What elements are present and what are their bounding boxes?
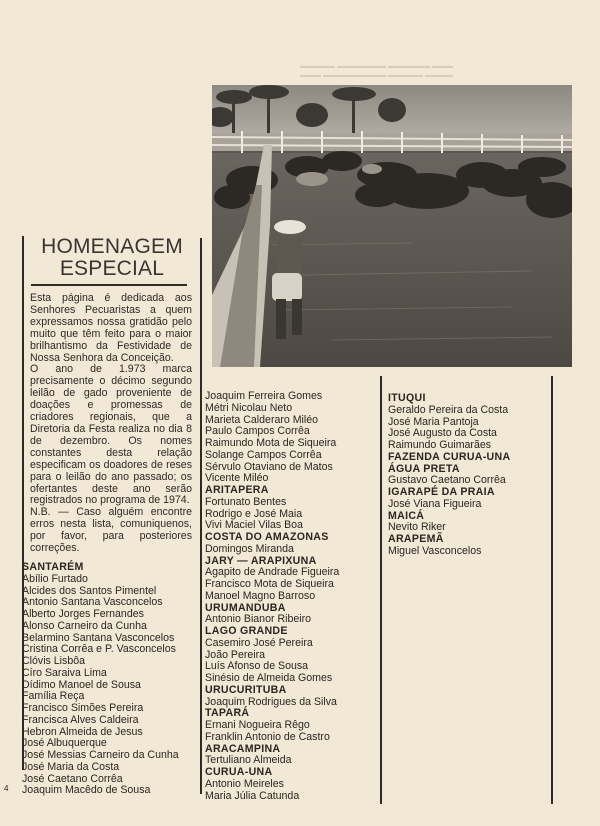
donor-name: José Maria Pantoja [388, 415, 479, 428]
donor-name: Cristina Corrêa e P. Vasconcelos [22, 643, 176, 656]
page-number: 4 [4, 784, 9, 793]
buffalo-photo-illustration [212, 85, 572, 367]
donor-name: Dídimo Manoel de Sousa [22, 678, 141, 691]
donor-name: Tertuliano Almeida [205, 754, 292, 767]
donor-name: Nevito Riker [388, 521, 446, 534]
region-heading: URUCURITUBA [205, 683, 287, 696]
region-heading: ITUQUI [388, 392, 426, 404]
donor-name: Paulo Campos Corrêa [205, 425, 310, 438]
title-underline [31, 284, 187, 286]
donor-name: Métri Nicolau Neto [205, 401, 293, 414]
donor-name: Família Reça [22, 690, 85, 703]
donor-name: Solange Campos Corrêa [205, 448, 322, 461]
intro-text [30, 293, 192, 555]
page-title [32, 236, 192, 280]
donor-name: Antonio Santana Vasconcelos [22, 596, 163, 609]
donor-name: Clóvis Lisbôa [22, 655, 86, 667]
donor-name: Ernani Nogueira Rêgo [205, 719, 310, 731]
donor-name: José Viana Figueira [388, 497, 482, 510]
donor-name: Joaquim Rodrigues da Silva [205, 695, 337, 708]
donor-name: Joaquim Macêdo de Sousa [22, 784, 151, 797]
donor-name: José Augusto da Costa [388, 427, 497, 440]
donor-name: José Messias Carneiro da Cunha [22, 749, 179, 761]
donor-list-column-3 [388, 393, 510, 558]
region-heading: CURUA-UNA [205, 766, 273, 778]
donor-list-column-1 [22, 562, 179, 797]
donor-name: José Caetano Corrêa [22, 772, 123, 785]
donor-name: Luís Afonso de Sousa [205, 660, 309, 673]
donor-name: Vicente Miléo [205, 472, 269, 485]
donor-name: Hebron Almeida de Jesus [22, 725, 143, 738]
buffalo-photo [212, 85, 572, 367]
donor-name: Francisco Simões Pereira [22, 702, 144, 714]
region-heading: TAPARÁ [205, 707, 250, 720]
donor-name: Francisco Mota de Siqueira [205, 578, 334, 590]
intro-paragraph-2: O ano de 1.973 marca precisamente o décimo segundo leilão de gado proveniente de doações e promessas de criadores regionais, que a Diretoria da Festa realiza no dia 8 de dezembro. Os nomes constantes desta relação especificam os doadores de reses para o leilão do ano passado; os ofertantes deste ano serão registrados no programa de 1974. [30, 363, 192, 507]
region-heading: FAZENDA CURUA-UNA [388, 450, 511, 463]
region-heading: ARITAPERA [205, 484, 269, 496]
region-heading: MAICÁ [388, 509, 425, 522]
donor-name: Manoel Magno Barroso [205, 589, 316, 602]
region-heading: ARAPEMÃ [388, 533, 444, 545]
donor-name: João Pereira [205, 648, 266, 661]
region-heading: IGARAPÉ DA PRAIA [388, 486, 495, 498]
donor-name: Antonio Meireles [205, 777, 284, 790]
show-through-texture: ▬▬▬ ▬▬▬▬▬▬ ▬▬▬▬▬▬▬ ▬▬▬▬▬ ▬▬▬▬ ▬▬▬▬▬ ▬▬▬▬▬▬▬▬▬ ▬▬▬ [300, 63, 453, 79]
donor-name: Casemiro José Pereira [205, 636, 313, 649]
donor-name: Belarmino Santana Vasconcelos [22, 631, 175, 644]
region-heading: SANTARÉM [22, 561, 84, 573]
right-column-rule [551, 376, 553, 804]
intro-paragraph-1: Esta página é dedicada aos Senhores Pecuaristas a quem expressamos nossa gratidão pelo muito que têm feito para o maior brilhantismo da Festividade de Nossa Senhora da Conceição. [30, 292, 192, 364]
donor-name: Fortunato Bentes [205, 495, 287, 508]
region-heading: LAGO GRANDE [205, 625, 288, 637]
donor-name: Vivi Maciel Vilas Boa [205, 519, 303, 532]
column-divider-1 [200, 238, 202, 794]
donor-name: José Albuquerque [22, 737, 107, 750]
donor-name: Abílio Furtado [22, 572, 88, 585]
donor-name: Rodrigo e José Maia [205, 507, 303, 520]
region-heading: JARY — ARAPIXUNA [205, 554, 317, 567]
donor-name: Maria Júlia Catunda [205, 789, 300, 802]
region-heading: COSTA DO AMAZONAS [205, 531, 329, 543]
donor-name: Sinésio de Almeida Gomes [205, 672, 333, 684]
donor-name: Raimundo Mota de Siqueira [205, 437, 337, 449]
donor-name: Franklin Antonio de Castro [205, 730, 330, 743]
donor-name: Joaquim Ferreira Gomes [205, 390, 323, 402]
donor-name: Antonio Bianor Ribeiro [205, 613, 311, 626]
donor-name: Alberto Jorges Fernandes [22, 608, 144, 620]
title-line-1: HOMENAGEM [41, 235, 183, 258]
donor-name: Sérvulo Otaviano de Matos [205, 460, 333, 473]
donor-name: Geraldo Pereira da Costa [388, 403, 509, 416]
donor-name: Agapito de Andrade Figueira [205, 566, 340, 579]
donor-name: Miguel Vasconcelos [388, 544, 482, 557]
donor-name: Alcides dos Santos Pimentel [22, 584, 157, 597]
donor-name: Marieta Calderaro Miléo [205, 413, 319, 426]
region-heading: URUMANDUBA [205, 601, 286, 614]
intro-paragraph-3: N.B. — Caso alguém encontre erros nesta lista, comuniquenos, por favor, para posteriores correções. [30, 506, 192, 555]
donor-name: José Maria da Costa [22, 760, 120, 773]
donor-name: Francisca Alves Caldeira [22, 713, 139, 726]
title-line-2: ESPECIAL [59, 257, 165, 280]
donor-name: Raimundo Guimarães [388, 439, 492, 451]
region-heading: ÁGUA PRETA [388, 462, 460, 475]
region-heading: ARACAMPINA [205, 742, 281, 755]
donor-list-column-2 [205, 391, 339, 802]
donor-name: Gustavo Caetano Corrêa [388, 474, 506, 487]
column-divider-2 [380, 376, 382, 804]
donor-name: Domingos Miranda [205, 542, 294, 555]
donor-name: Círo Saraiva Lima [22, 666, 107, 679]
donor-name: Alonso Carneiro da Cunha [22, 619, 147, 632]
